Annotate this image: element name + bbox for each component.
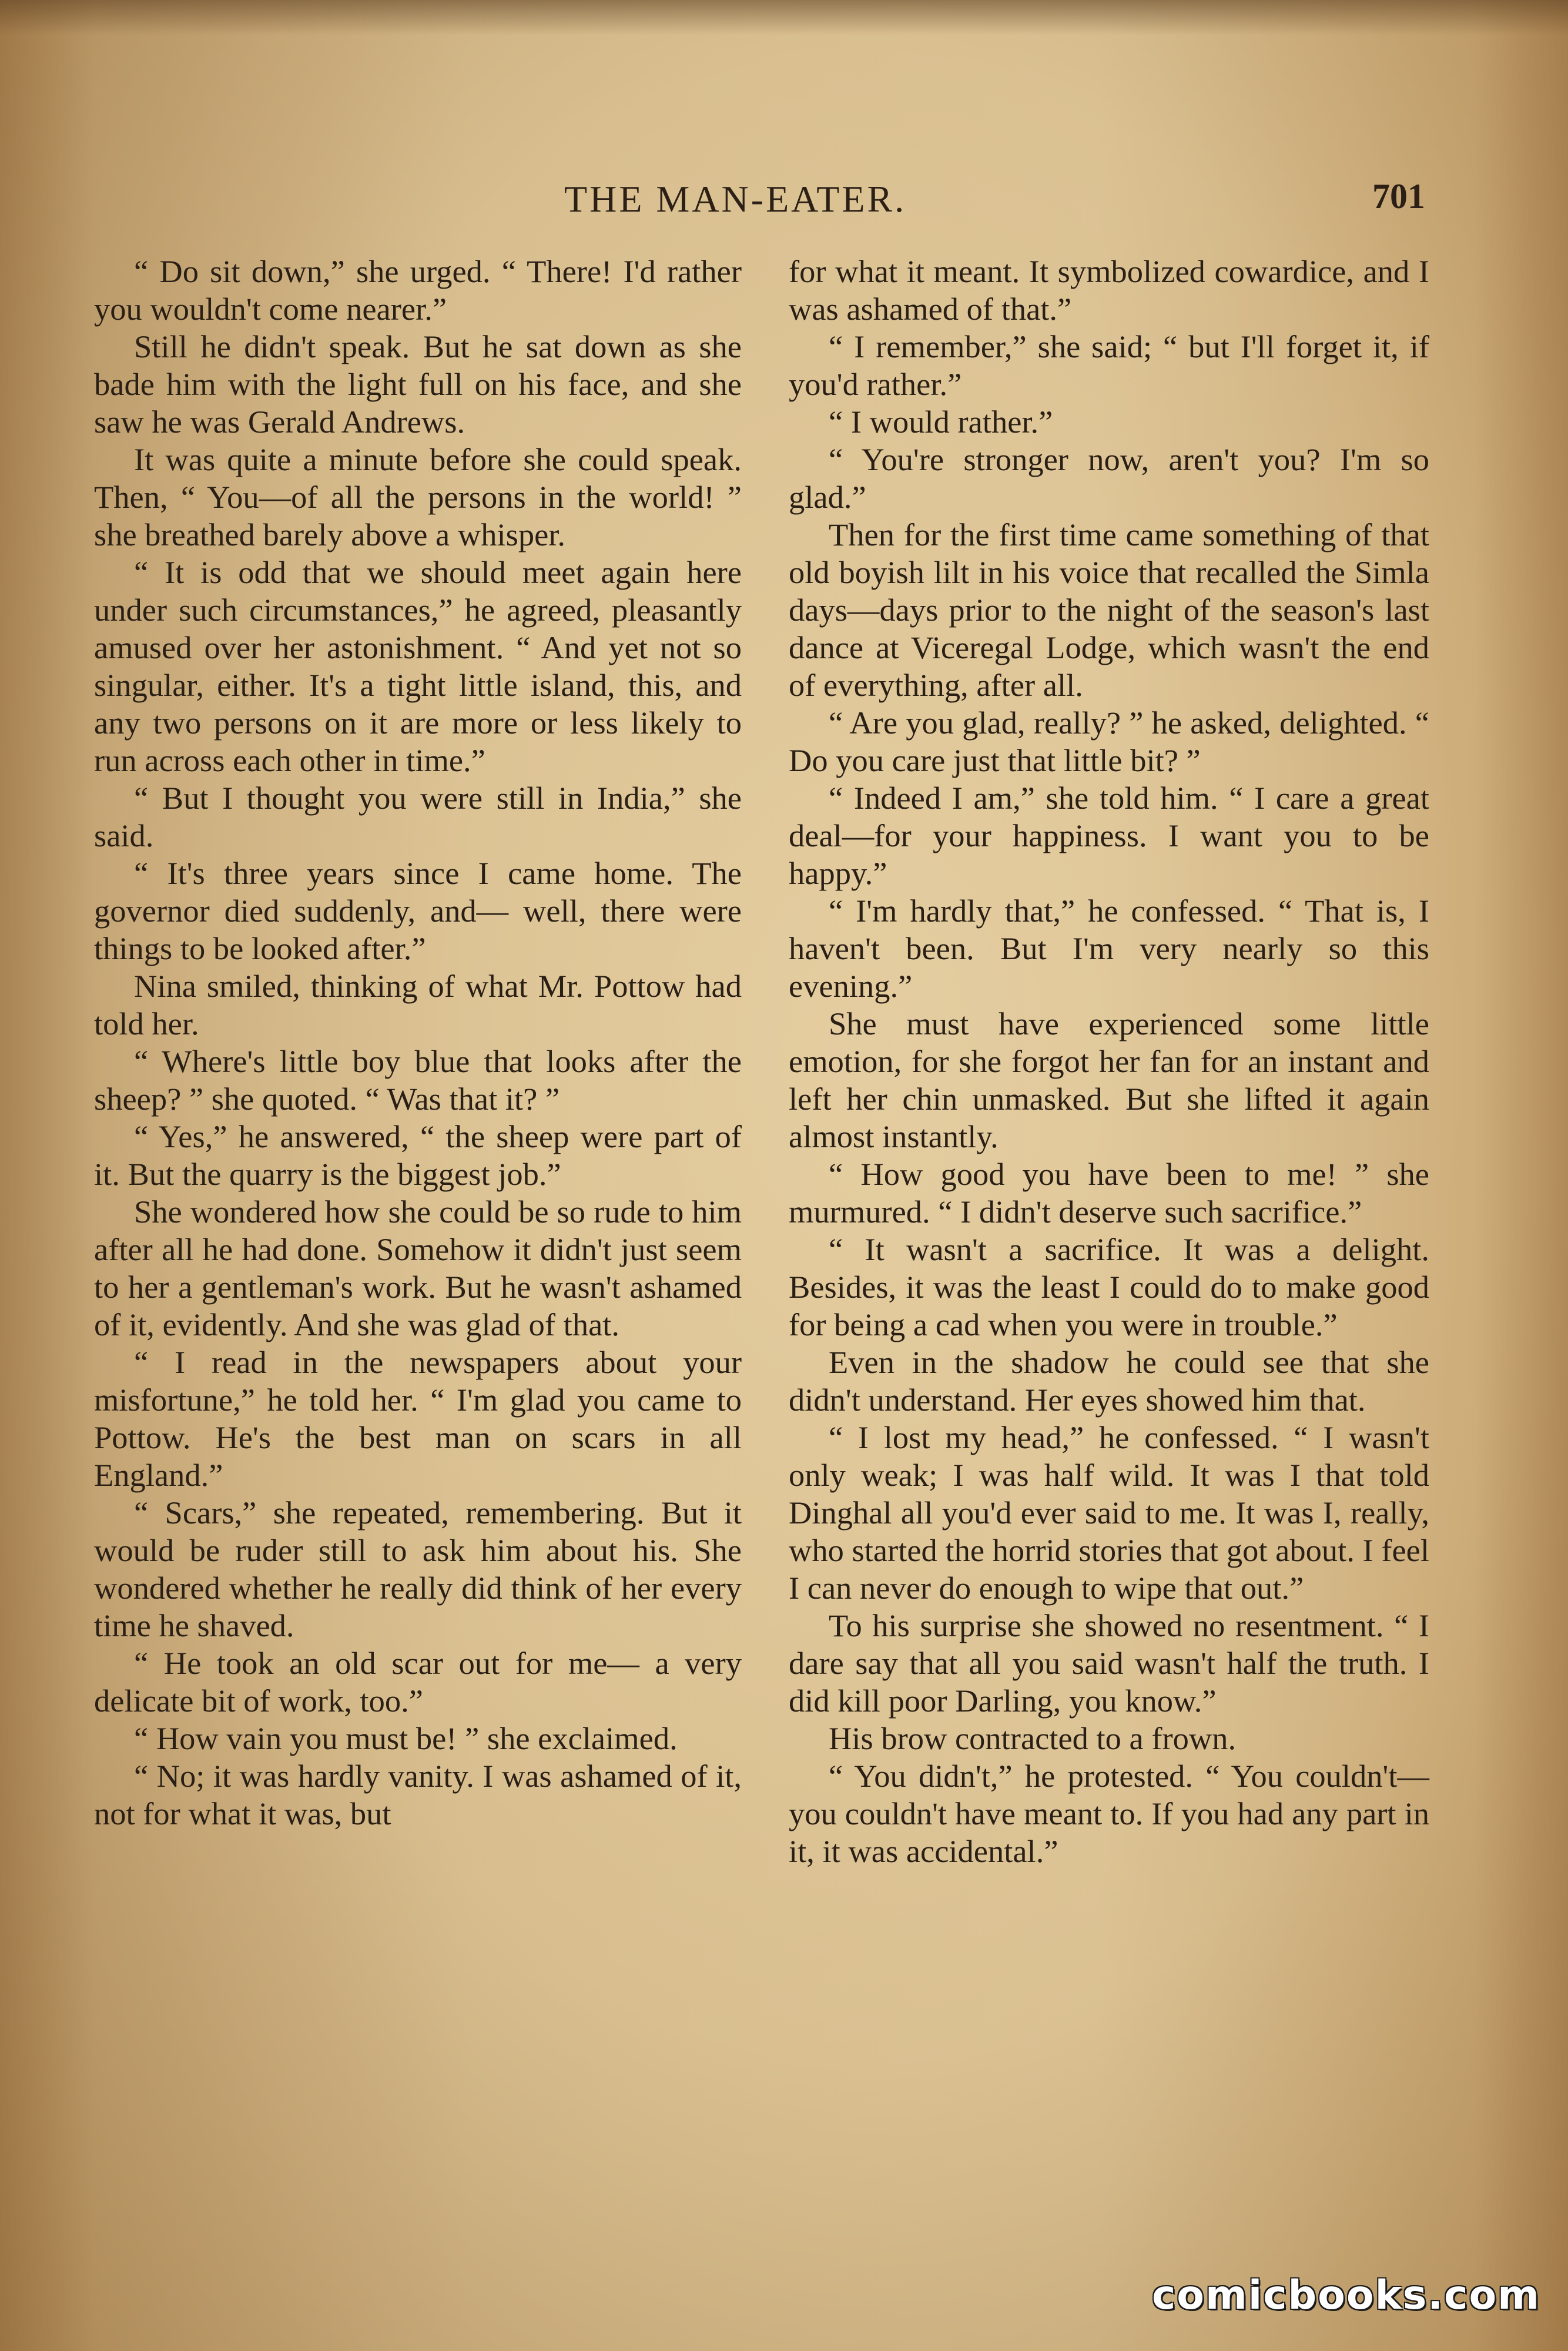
- left-column: [94, 253, 742, 1833]
- paragraph: “ I read in the newspapers about your misfortune,” he told her. “ I'm glad you came to Pottow. He's the best man on scars in all England.”: [94, 1344, 742, 1493]
- paragraph: She wondered how she could be so rude to him after all he had done. Somehow it didn't just seem to her a gentleman's work. But he wasn't ashamed of it, evidently. And she was glad of that.: [94, 1194, 742, 1342]
- paragraph-continuation: for what it meant. It symbolized cowardice, and I was ashamed of that.”: [789, 253, 1429, 327]
- paragraph: Nina smiled, thinking of what Mr. Pottow had told her.: [94, 968, 742, 1041]
- paragraph: His brow contracted to a frown.: [829, 1720, 1237, 1756]
- paragraph: “ No; it was hardly vanity. I was ashamed of it, not for what it was, but: [94, 1758, 742, 1831]
- paragraph: “ He took an old scar out for me— a very delicate bit of work, too.”: [94, 1645, 742, 1719]
- paragraph: “ I lost my head,” he confessed. “ I wasn't only weak; I was half wild. It was I that told Dinghal all you'd ever said to me. It was I, really, who started the horrid stories that got about. I feel I can never do enough to wipe that out.”: [789, 1419, 1429, 1606]
- paragraph: “ It wasn't a sacrifice. It was a delight. Besides, it was the least I could do to make good for being a cad when you were in trouble.”: [789, 1231, 1429, 1342]
- right-column: [789, 253, 1429, 1870]
- paragraph: “ But I thought you were still in India,” she said.: [94, 780, 742, 853]
- paragraph: “ I'm hardly that,” he confessed. “ That is, I haven't been. But I'm very nearly so this evening.”: [789, 893, 1429, 1004]
- paragraph: “ You're stronger now, aren't you? I'm so glad.”: [789, 441, 1429, 515]
- running-title: THE MAN-EATER.: [564, 178, 907, 220]
- page-number: 701: [1372, 177, 1425, 216]
- paragraph: She must have experienced some little emotion, for she forgot her fan for an instant and left her chin unmasked. But she lifted it again almost instantly.: [789, 1006, 1429, 1154]
- watermark: comicbooks.com: [1152, 2272, 1541, 2319]
- paragraph: Still he didn't speak. But he sat down as she bade him with the light full on his face, and she saw he was Gerald Andrews.: [94, 329, 742, 440]
- paragraph: “ Do sit down,” she urged. “ There! I'd rather you wouldn't come nearer.”: [94, 253, 742, 327]
- paragraph: “ Scars,” she repeated, remembering. But it would be ruder still to ask him about his. She wondered whether he really did think of her every time he shaved.: [94, 1495, 742, 1643]
- paragraph: It was quite a minute before she could speak. Then, “ You—of all the persons in the world! ” she breathed barely above a whisper.: [94, 441, 742, 552]
- paragraph: “ Are you glad, really? ” he asked, delighted. “ Do you care just that little bit? ”: [789, 705, 1429, 778]
- paragraph: “ It's three years since I came home. The governor died suddenly, and— well, there were things to be looked after.”: [94, 855, 742, 966]
- paragraph: “ Where's little boy blue that looks after the sheep? ” she quoted. “ Was that it? ”: [94, 1043, 742, 1117]
- paragraph: Even in the shadow he could see that she didn't understand. Her eyes showed him that.: [789, 1344, 1429, 1418]
- paragraph: “ How vain you must be! ” she exclaimed.: [134, 1720, 678, 1756]
- paragraph: To his surprise she showed no resentment. “ I dare say that all you said wasn't half the truth. I did kill poor Darling, you know.”: [789, 1607, 1429, 1719]
- paragraph: “ I would rather.”: [829, 404, 1053, 440]
- paragraph: “ Indeed I am,” she told him. “ I care a great deal—for your happiness. I want you to be happy.”: [789, 780, 1429, 891]
- paragraph: Then for the first time came something of that old boyish lilt in his voice that recalled the Simla days—days prior to the night of the season's last dance at Viceregal Lodge, which wasn't the end of everything, after all.: [789, 517, 1429, 703]
- paragraph: “ I remember,” she said; “ but I'll forget it, if you'd rather.”: [789, 329, 1429, 402]
- paragraph: “ How good you have been to me! ” she murmured. “ I didn't deserve such sacrifice.”: [789, 1156, 1429, 1230]
- paragraph: “ Yes,” he answered, “ the sheep were part of it. But the quarry is the biggest job.”: [94, 1118, 742, 1192]
- paragraph: “ It is odd that we should meet again here under such circumstances,” he agreed, pleasantly amused over her astonishment. “ And yet not so singular, either. It's a tight little island, this, and any two persons on it are more or less likely to run across each other in time.”: [94, 554, 742, 778]
- paragraph: “ You didn't,” he protested. “ You couldn't—you couldn't have meant to. If you had any part in it, it was accidental.”: [789, 1758, 1429, 1869]
